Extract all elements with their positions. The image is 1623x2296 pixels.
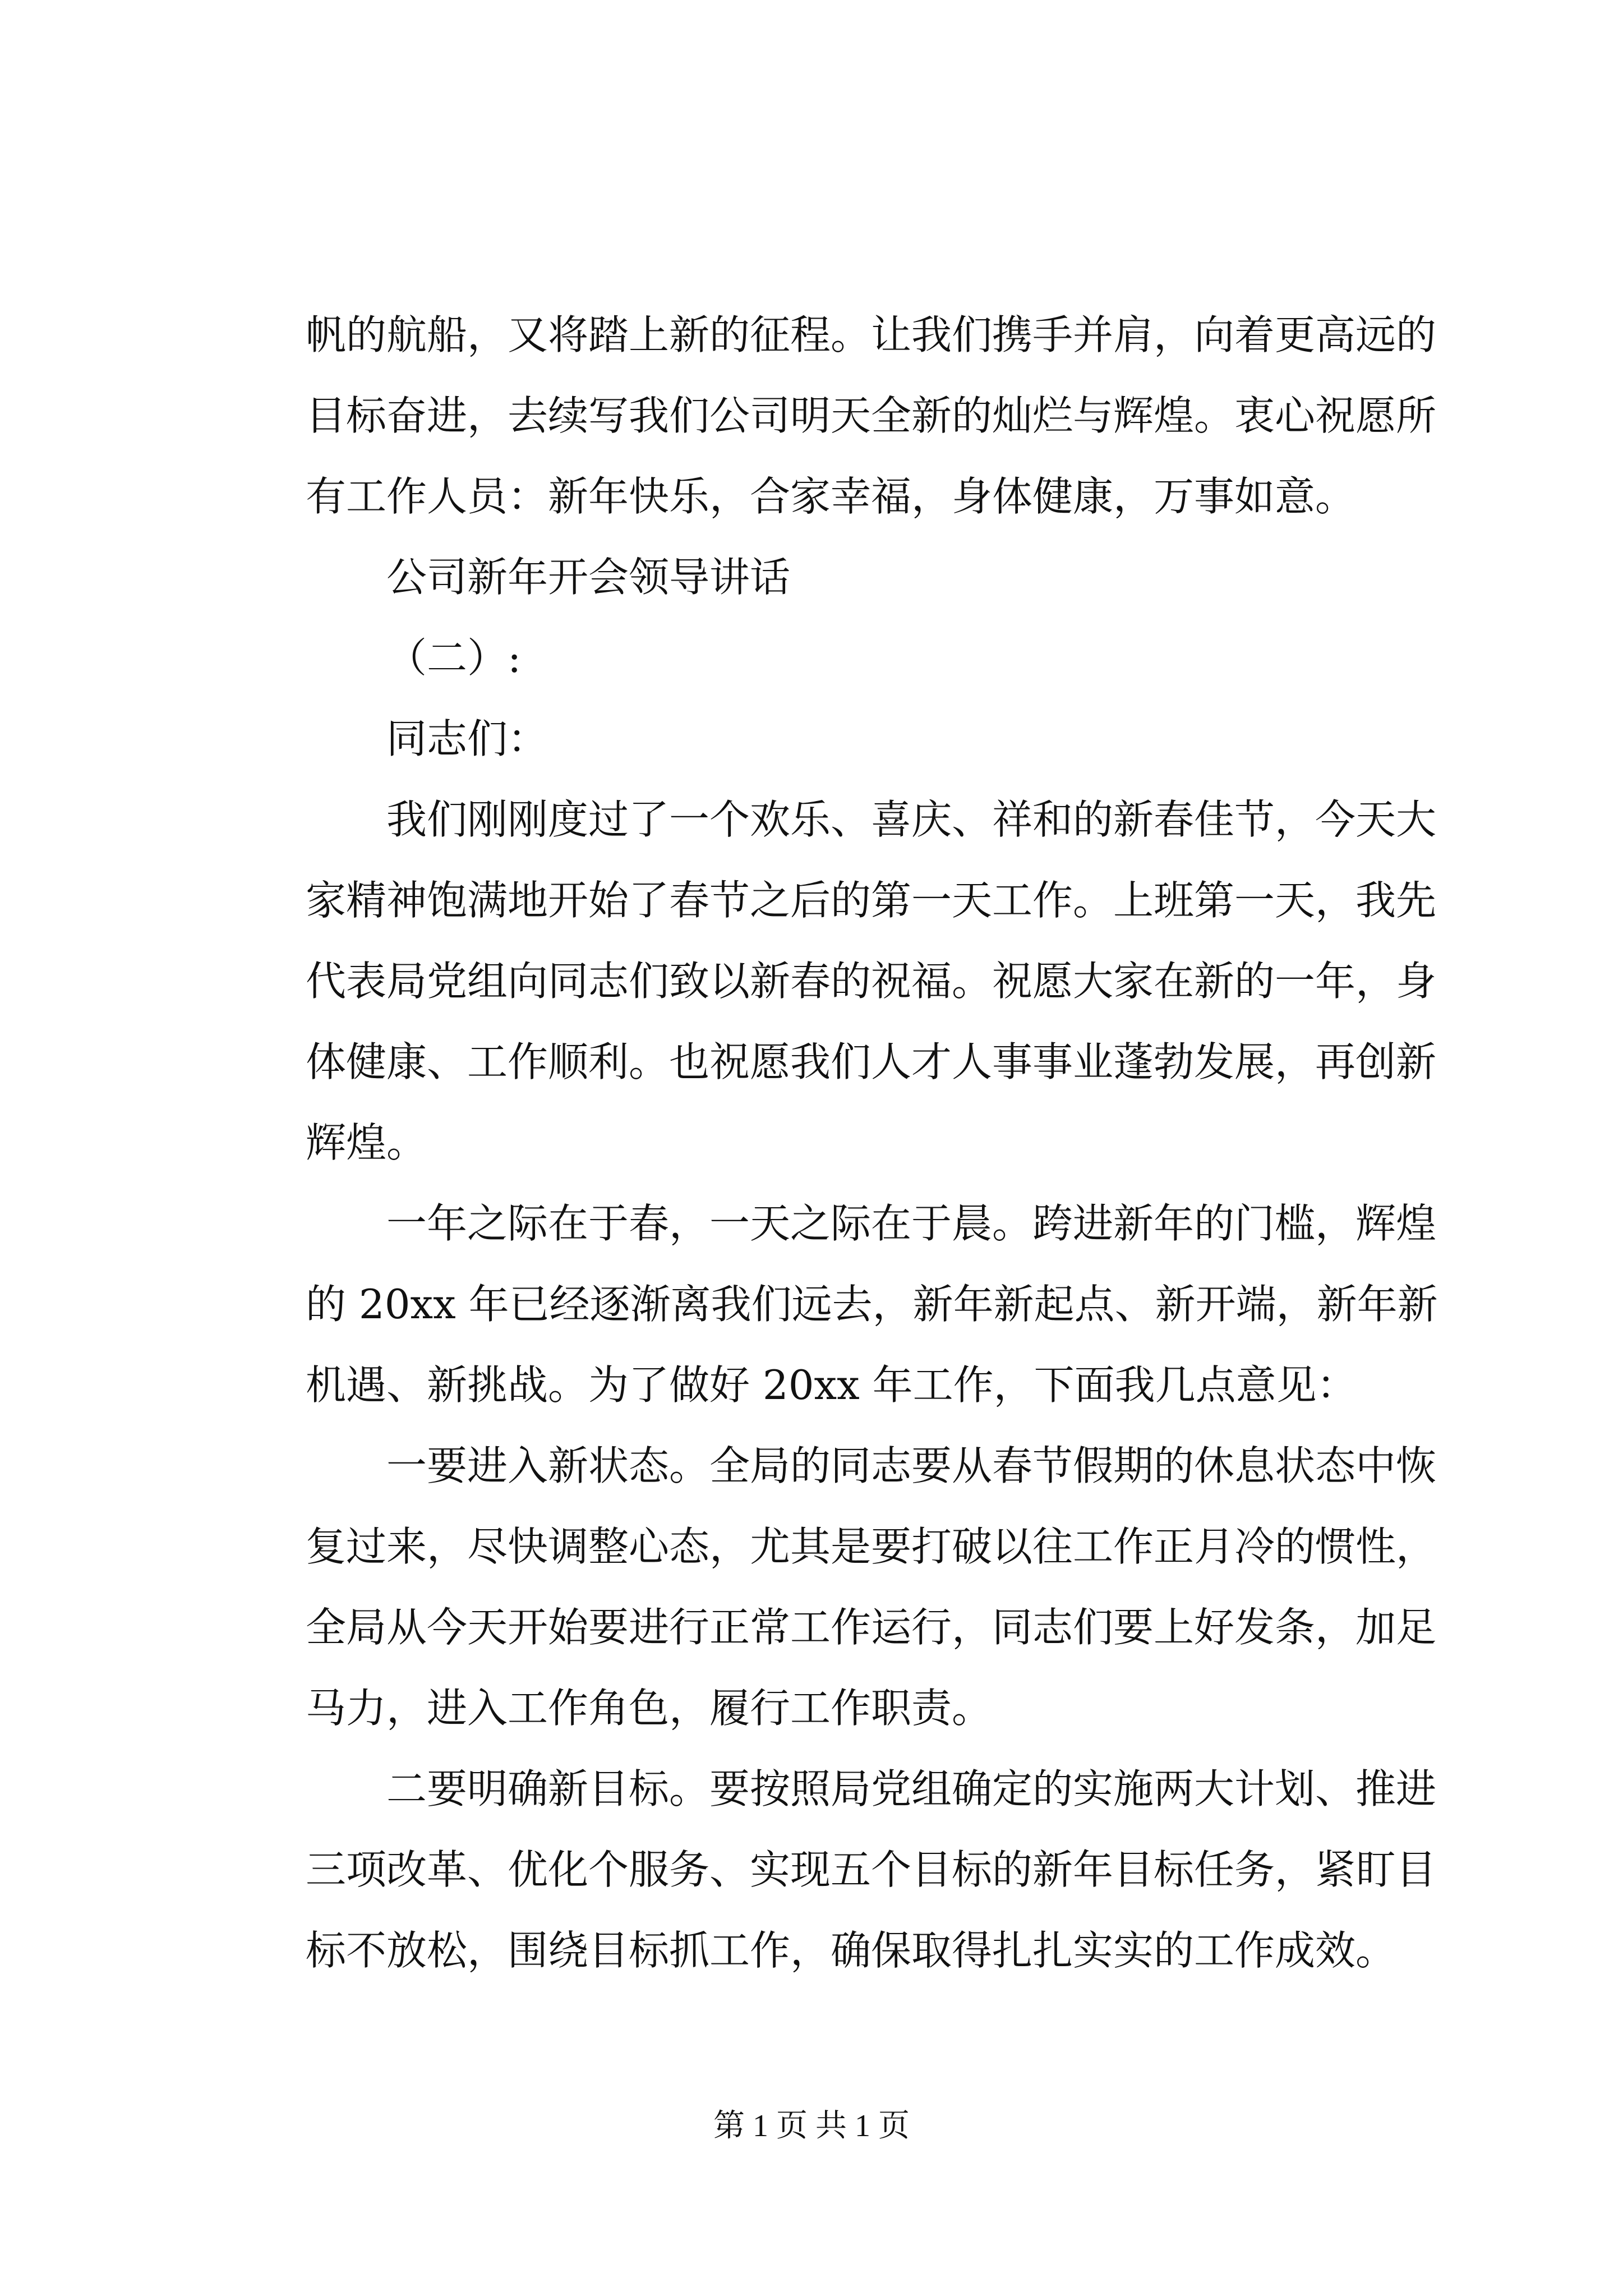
text-line: 代表局党组向同志们致以新春的祝福。祝愿大家在新的一年，身 <box>306 958 1437 1005</box>
text-line: （二）: <box>386 634 522 682</box>
text-line: 家精神饱满地开始了春节之后的第一天工作。上班第一天，我先 <box>306 877 1437 924</box>
text-line: 的 20xx 年已经逐渐离我们远去，新年新起点、新开端，新年新 <box>306 1281 1438 1328</box>
text-line: 目标奋进，去续写我们公司明天全新的灿烂与辉煌。衷心祝愿所 <box>306 392 1437 439</box>
text-line: 有工作人员：新年快乐，合家幸福，身体健康，万事如意。 <box>306 473 1356 520</box>
text-line: 体健康、工作顺利。也祝愿我们人才人事事业蓬勃发展，再创新 <box>306 1038 1437 1085</box>
text-line: 公司新年开会领导讲话 <box>386 554 791 601</box>
text-line: 全局从今天开始要进行正常工作运行，同志们要上好发条，加足 <box>306 1604 1437 1651</box>
text-line: 同志们： <box>386 715 548 762</box>
text-line: 机遇、新挑战。为了做好 20xx 年工作，下面我几点意见： <box>306 1361 1357 1409</box>
text-line: 我们刚刚度过了一个欢乐、喜庆、祥和的新春佳节，今天大 <box>386 796 1437 843</box>
text-line: 辉煌。 <box>306 1119 427 1166</box>
text-line: 标不放松，围绕目标抓工作，确保取得扎扎实实的工作成效。 <box>306 1927 1396 1974</box>
document-body <box>306 295 1438 1991</box>
text-line: 帆的航船，又将踏上新的征程。让我们携手并肩，向着更高远的 <box>306 311 1437 358</box>
text-line: 马力，进入工作角色，履行工作职责。 <box>306 1685 993 1732</box>
text-line: 二要明确新目标。要按照局党组确定的实施两大计划、推进 <box>386 1765 1437 1812</box>
text-line: 复过来，尽快调整心态，尤其是要打破以往工作正月冷的惯性， <box>306 1523 1437 1570</box>
text-line: 一年之际在于春，一天之际在于晨。跨进新年的门槛，辉煌 <box>386 1200 1437 1247</box>
text-line: 三项改革、优化个服务、实现五个目标的新年目标任务，紧盯目 <box>306 1846 1437 1893</box>
page-footer: 第 1 页 共 1 页 <box>713 2109 910 2143</box>
text-line: 一要进入新状态。全局的同志要从春节假期的休息状态中恢 <box>386 1442 1437 1489</box>
